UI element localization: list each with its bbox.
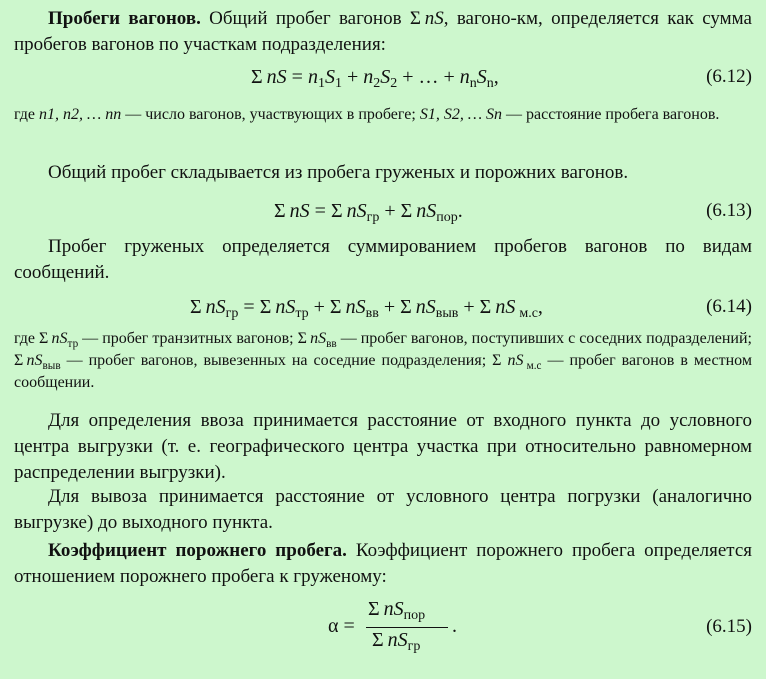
formula-6-14 <box>0 292 766 322</box>
formula-6-13-expression: Σ nS = Σ $nS_{гр} + \Sigma$ $nS_{пор}$. <box>274 200 463 225</box>
heading-empty-run-coefficient: Коэффициент порожнего пробега. <box>48 540 347 561</box>
fraction-numerator: Σ $nS_{пор}$ <box>368 598 426 623</box>
formula-6-14-number: (6.14) <box>706 296 752 317</box>
formula-6-12-expression: Σ nS = $n_1S_1 + n_2S_2$ + … + $n_nS_n$, <box>251 66 499 91</box>
formula-6-12 <box>0 62 766 92</box>
formula-6-15-number: (6.15) <box>706 616 752 637</box>
paragraph-loaded-run: Пробег груженых определяется суммированием пробегов вагонов по видам сообщений. <box>14 236 752 283</box>
paragraph-car-runs: Пробеги вагонов. Общий пробег вагонов Σ nS, вагоно-км, определяется как сумма пробегов вагонов по участкам подразделения: <box>14 8 752 55</box>
formula-6-15-expression: α = Σ $nS_{пор}$ Σ $nS_{гр}$ . <box>328 598 457 654</box>
formula-6-13-number: (6.13) <box>706 200 752 221</box>
paragraph-empty-run-coefficient: Коэффициент порожнего пробега. Коэффициент порожнего пробега определяется отношением порожнего пробега к груженому: <box>14 540 752 587</box>
heading-car-runs: Пробеги вагонов. <box>48 8 201 29</box>
paragraph-total-run: Общий пробег складывается из пробега груженых и порожних вагонов. <box>48 162 629 183</box>
formula-6-12-number: (6.12) <box>706 66 752 87</box>
note-formula-6-12: где n1, n2, … nn — число вагонов, участвующих в пробеге; S1, S2, … Sn — расстояние пробега вагонов. <box>14 106 720 123</box>
formula-6-15 <box>0 612 766 642</box>
fraction-denominator: Σ $nS_{гр}$ <box>372 629 421 654</box>
formula-6-13 <box>0 196 766 226</box>
note-formula-6-14: где Σ $nS_{тр}$ — пробег транзитных вагонов; Σ $nS_{вв}$ — пробег вагонов, поступивших с соседних подразделений; Σ $nS_{выв}$ — пробег вагонов, вывезенных на соседние подразделения; Σ nS $_{м.с}$ — пробег вагонов в местном сообщении. <box>14 330 752 391</box>
s-list: S1, S2, … Sn <box>419 106 503 123</box>
paragraph-export-distance: Для вывоза принимается расстояние от условного центра погрузки (аналогично выгрузке) до выходного пункта. <box>14 486 752 533</box>
paragraph-import-distance: Для определения ввоза принимается расстояние от входного пункта до условного центра выгрузки (т. е. географического центра участка при относительно равномерном распределении выгрузки). <box>14 410 752 483</box>
n-list: n1, n2, … nn <box>39 106 122 123</box>
formula-6-14-expression: Σ $nS_{гр} = \Sigma$ $nS_{тр} + \Sigma$ $nS_{вв} + \Sigma$ $nS_{выв} + \Sigma$ nS $_{м.с}$, <box>190 296 543 321</box>
